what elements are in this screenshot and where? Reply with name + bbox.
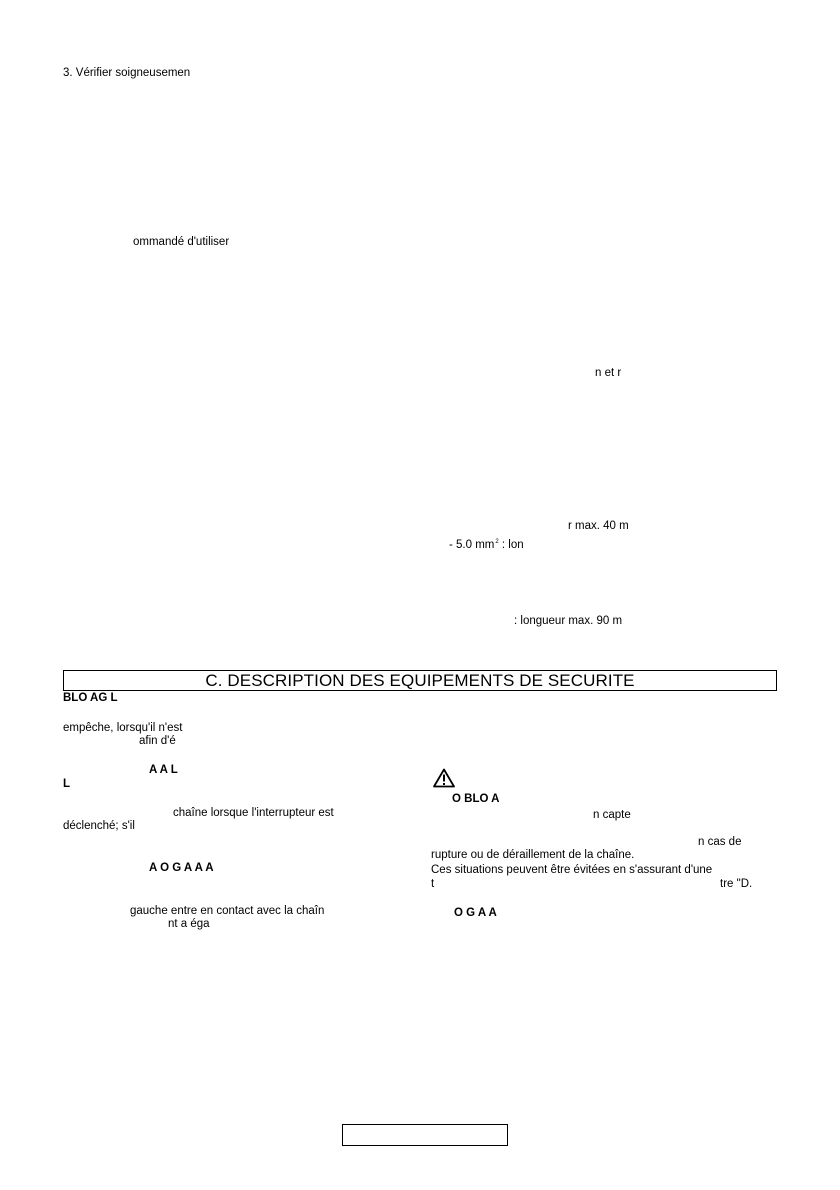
right-para-1-line-1: n capte bbox=[593, 809, 631, 821]
right-heading-1: O BLO A bbox=[452, 793, 500, 805]
text-fragment-recommande: ommandé d'utiliser bbox=[133, 236, 230, 248]
left-para-1-line-1: empêche, lorsqu'il n'est bbox=[63, 722, 183, 734]
section-c-heading-box bbox=[63, 670, 777, 691]
right-para-1-line-5b: tre "D. bbox=[720, 878, 753, 890]
left-para-3-line-2: nt a éga bbox=[168, 918, 210, 930]
left-para-2-line-1: chaîne lorsque l'interrupteur est bbox=[173, 807, 334, 819]
cable-section-value: - 5.0 mm bbox=[449, 539, 495, 551]
superscript-2: 2 bbox=[495, 539, 499, 545]
left-para-2-line-2: déclenché; s'il bbox=[63, 820, 135, 832]
left-para-1-line-2: afin d'é bbox=[139, 735, 176, 747]
right-para-1-line-3: rupture ou de déraillement de la chaîne. bbox=[431, 849, 635, 861]
warning-triangle-icon bbox=[433, 768, 455, 788]
text-fragment-max-40m: r max. 40 m bbox=[568, 520, 629, 532]
left-heading-2-line-2: L bbox=[63, 778, 71, 790]
right-para-1-line-4: Ces situations peuvent être évitées en s'assurant d'une bbox=[431, 864, 713, 876]
cable-length-label: : lon bbox=[498, 539, 524, 551]
text-fragment-max-90m: : longueur max. 90 m bbox=[514, 615, 623, 627]
section-c-title: C. DESCRIPTION DES EQUIPEMENTS DE SECURITE bbox=[205, 671, 635, 690]
left-heading-1: BLO AG L bbox=[63, 692, 118, 704]
item-3-text: 3. Vérifier soigneusemen bbox=[63, 67, 191, 79]
left-para-3-line-1: gauche entre en contact avec la chaîn bbox=[130, 905, 325, 917]
left-heading-3: A O G A A A bbox=[149, 862, 214, 874]
text-fragment-section-mm2 bbox=[449, 540, 524, 552]
right-para-1-line-2: n cas de bbox=[698, 836, 742, 848]
text-fragment-n-et-r: n et r bbox=[595, 367, 622, 379]
page-number-box bbox=[342, 1124, 508, 1146]
right-heading-2: O G A A bbox=[454, 907, 497, 919]
right-para-1-line-5a: t bbox=[431, 878, 435, 890]
left-heading-2: A A L bbox=[149, 764, 178, 776]
